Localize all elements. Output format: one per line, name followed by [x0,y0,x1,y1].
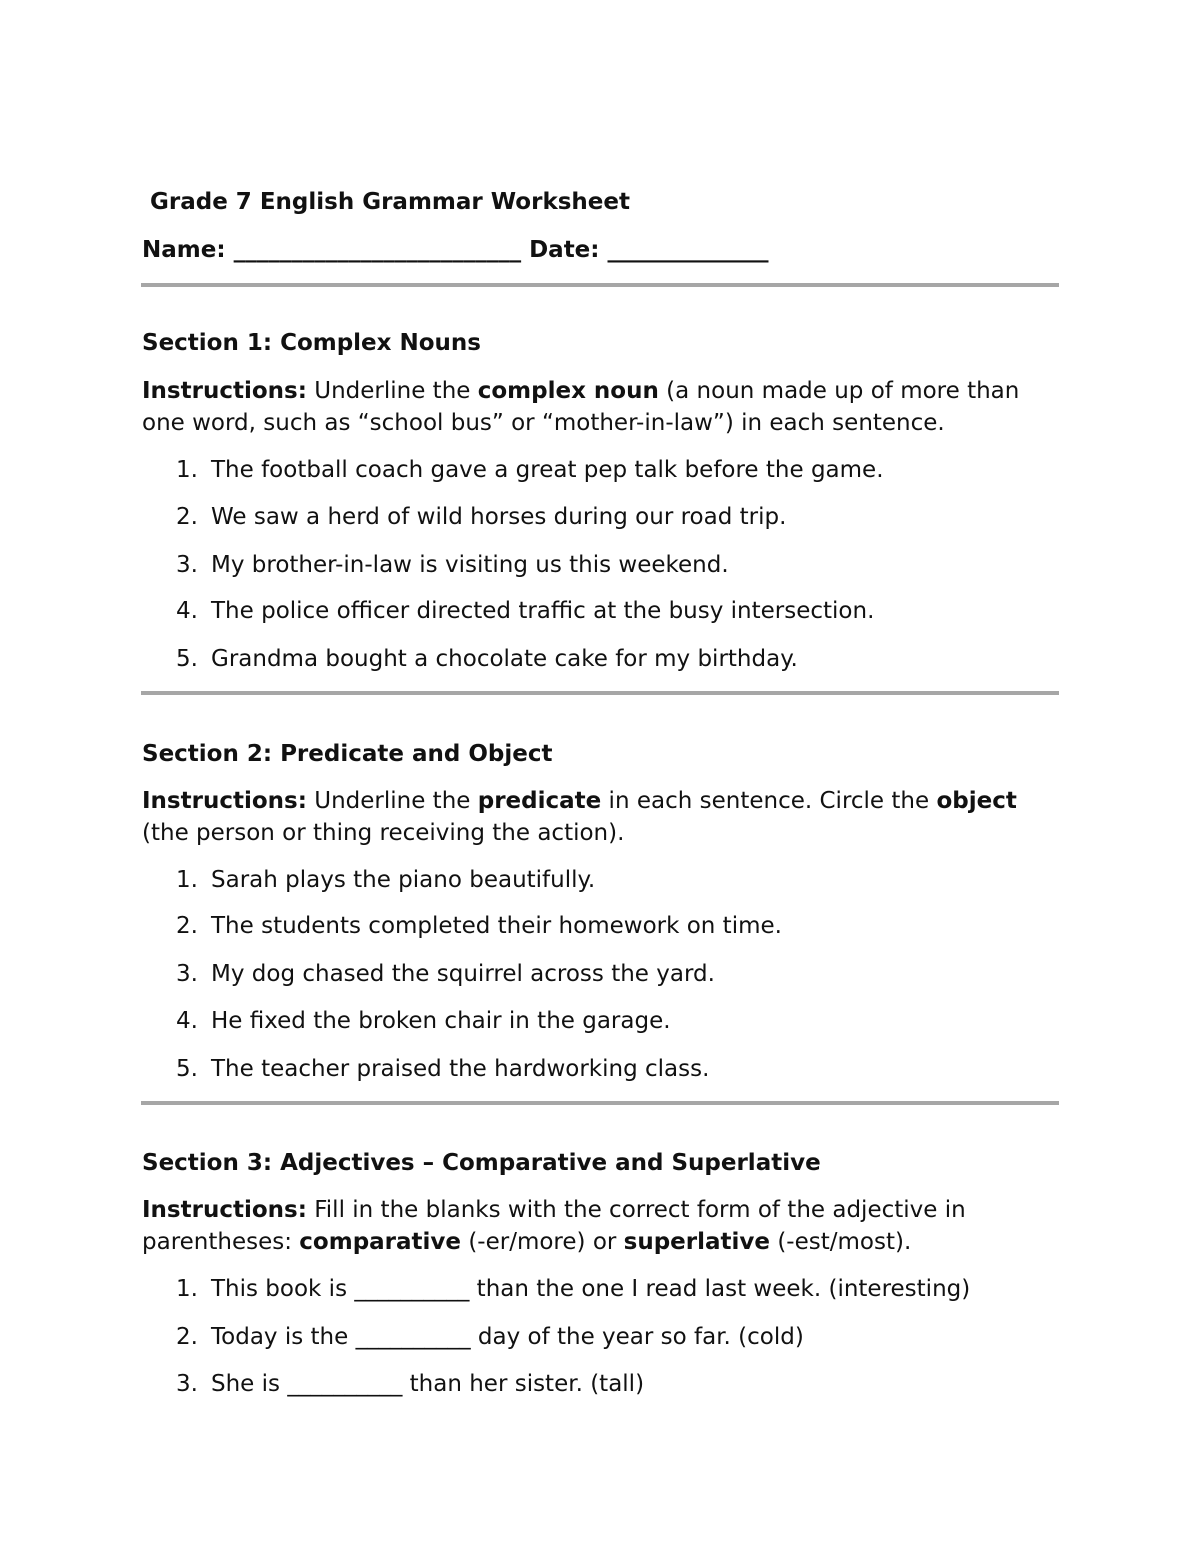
item-text: The students completed their homework on time. [211,913,782,939]
instructions-label: Instructions: [142,378,307,404]
instructions-text: Underline the [306,378,478,404]
instructions-label: Instructions: [142,1197,307,1223]
item-number: 3. [176,961,198,987]
instructions-text: Fill in the blanks with the correct form of the adjective in parentheses: [142,1197,966,1255]
section-2-heading: Section 2: Predicate and Object [142,741,553,767]
item-text: We saw a herd of wild horses during our road trip. [211,504,787,530]
divider [141,1101,1059,1105]
item-number: 3. [176,1371,198,1397]
worksheet-title: Grade 7 English Grammar Worksheet [150,189,631,215]
list-item [176,643,798,675]
instructions-bold-term: complex noun [477,378,659,404]
list-item [176,501,786,533]
date-blank: ______________ [607,237,769,263]
list-item [176,910,782,942]
item-text: This book is __________ than the one I read last week. (interesting) [211,1276,971,1302]
item-number: 2. [176,504,198,530]
list-item [176,864,595,896]
section-3-heading: Section 3: Adjectives – Comparative and Superlative [142,1150,821,1176]
list-item [176,454,884,486]
item-text: My brother-in-law is visiting us this weekend. [211,552,729,578]
item-text: The police officer directed traffic at the busy intersection. [211,598,875,624]
list-item [176,595,874,627]
list-item [176,958,715,990]
instructions-text: in each sentence. Circle the [601,788,937,814]
instructions-bold-term: superlative [623,1229,771,1255]
section-3-instructions [142,1194,1062,1258]
item-number: 2. [176,1324,198,1350]
date-label: Date: [529,237,600,263]
item-number: 4. [176,598,198,624]
list-item [176,1053,709,1085]
item-number: 5. [176,1056,198,1082]
item-text: The football coach gave a great pep talk before the game. [211,457,884,483]
instructions-text: (-er/more) or [461,1229,624,1255]
list-item [176,1321,804,1353]
section-1-instructions [142,375,1062,439]
item-number: 2. [176,913,198,939]
item-number: 3. [176,552,198,578]
instructions-bold-term: comparative [299,1229,462,1255]
item-number: 1. [176,1276,198,1302]
instructions-text: Underline the [306,788,478,814]
item-text: The teacher praised the hardworking class. [211,1056,710,1082]
item-number: 5. [176,646,198,672]
instructions-text: (-est/most). [770,1229,912,1255]
section-2-instructions [142,785,1062,849]
instructions-label: Instructions: [142,788,307,814]
divider [141,691,1059,695]
item-text: My dog chased the squirrel across the yard. [211,961,715,987]
name-label: Name: [142,237,226,263]
instructions-bold-term: predicate [477,788,602,814]
item-text: Today is the __________ day of the year so far. (cold) [211,1324,804,1350]
item-number: 1. [176,867,198,893]
item-text: Sarah plays the piano beautifully. [211,867,596,893]
item-number: 1. [176,457,198,483]
list-item [176,549,729,581]
name-date-line [142,234,769,266]
instructions-bold-term: object [936,788,1017,814]
name-blank: _________________________ [233,237,522,263]
item-text: She is __________ than her sister. (tall) [211,1371,645,1397]
item-text: He fixed the broken chair in the garage. [211,1008,671,1034]
list-item [176,1368,644,1400]
divider [141,283,1059,287]
item-number: 4. [176,1008,198,1034]
item-text: Grandma bought a chocolate cake for my birthday. [211,646,798,672]
instructions-text: (a noun made up of more than one word, such as “school bus” or “mother-in-law”) in each sentence. [142,378,1020,436]
instructions-text: (the person or thing receiving the action). [142,820,625,846]
list-item [176,1005,671,1037]
section-1-heading: Section 1: Complex Nouns [142,330,481,356]
list-item [176,1273,970,1305]
